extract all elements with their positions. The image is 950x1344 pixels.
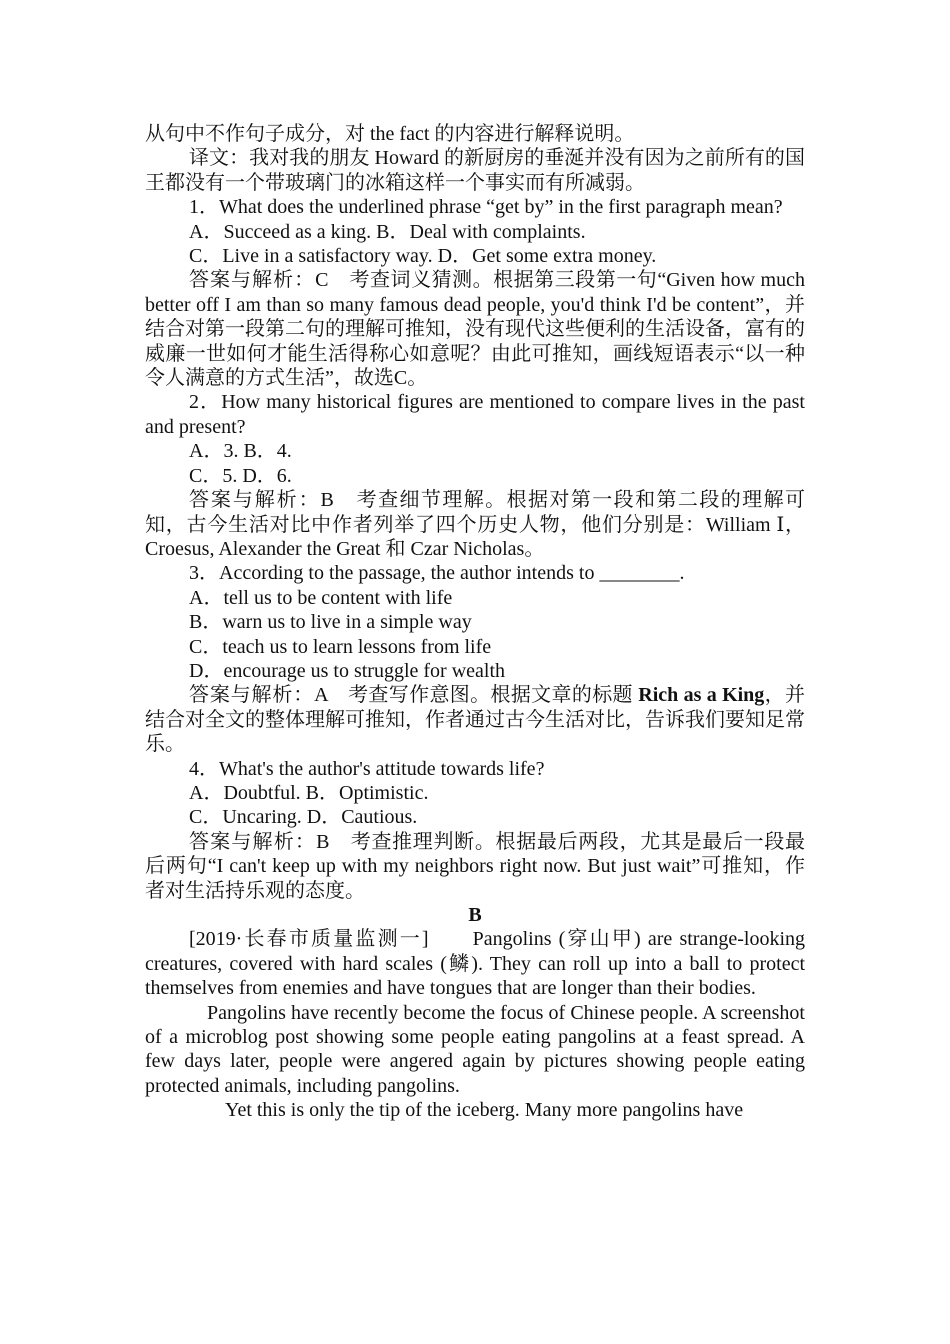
passage-paragraph-1: [145, 927, 805, 1000]
answer-2: [145, 488, 805, 561]
answer-label: 答案与解析：: [189, 489, 321, 512]
answer-label: 答案与解析：: [189, 830, 317, 853]
passage-paragraph-3: Yet this is only the tip of the iceberg. Many more pangolins have: [225, 1099, 744, 1122]
question-3-option-c: C．teach us to learn lessons from life: [189, 635, 492, 658]
passage-paragraph-2: Pangolins have recently become the focus of Chinese people. A screenshot of a microblog post showing some people eating pangolins at a feast spread. A few days later, people were angered again by pictures showing people eating protected animals, including pangolins.: [145, 1001, 805, 1097]
answer-1: [145, 268, 805, 390]
source-tag: [2019·长春市质量监测一]: [189, 928, 429, 951]
question-3: 3．According to the passage, the author intends to ________.: [189, 562, 685, 585]
passage-text: Pangolins (穿山甲) are strange-looking creatures, covered with hard scales (鳞). They can roll up into a ball to protect themselves from enemies and have tongues that are longer than their bodies.: [145, 928, 805, 1000]
question-3-option-d: D．encourage us to struggle for wealth: [189, 659, 506, 682]
question-3-option-b: B．warn us to live in a simple way: [189, 611, 472, 634]
question-4-options-ab: A．Doubtful. B．Optimistic.: [189, 781, 429, 804]
text-line: 从句中不作句子成分，对 the fact 的内容进行解释说明。: [145, 123, 635, 145]
answer-text: A 考查写作意图。根据文章的标题: [314, 684, 639, 707]
answer-text: B 考查细节理解。根据对第一段和第二段的理解可知，古今生活对比中作者列举了四个历史人物，他们分别是：William Ⅰ， Croesus, Alexander the Great 和 Czar Nicholas。: [145, 489, 805, 560]
question-2-options-cd: C．5. D．6.: [189, 464, 292, 487]
question-2-options-ab: A．3. B．4.: [189, 440, 292, 463]
question-1-options-ab: A．Succeed as a king. B．Deal with complaints.: [189, 220, 586, 243]
question-2: 2．How many historical figures are mentioned to compare lives in the past and present?: [145, 391, 805, 438]
answer-text: ，并结合对全文的整体理解可推知，作者通过古今生活对比，告诉我们要知足常乐。: [145, 684, 805, 756]
answer-label: 答案与解析：: [189, 269, 316, 292]
answer-label: 答案与解析：: [189, 684, 315, 707]
answer-3: [145, 683, 805, 756]
section-heading: B: [468, 904, 482, 926]
translation-paragraph: 译文：我对我的朋友 Howard 的新厨房的垂涎并没有因为之前所有的国王都没有一个带玻璃门的冰箱这样一个事实而有所减弱。: [145, 147, 805, 194]
question-4: 4．What's the author's attitude towards life?: [189, 757, 545, 780]
answer-text: C 考查词义猜测。根据第三段第一句“Given how much better off I am than so many famous dead people, you'd think I'd be content”，并结合对第一段第二句的理解可推知，没有现代这些便利的生活设备，富有的威廉一世如何才能生活得称心如意呢？由此可推知，画线短语表示“以一种令人满意的方式生活”，故选C。: [145, 269, 805, 390]
document-page: [145, 122, 805, 1123]
question-3-option-a: A．tell us to be content with life: [189, 586, 453, 609]
question-1: 1．What does the underlined phrase “get by” in the first paragraph mean?: [189, 196, 783, 219]
question-4-options-cd: C．Uncaring. D．Cautious.: [189, 806, 418, 829]
question-1-options-cd: C．Live in a satisfactory way. D．Get some extra money.: [189, 245, 657, 268]
answer-text: B 考查推理判断。根据最后两段，尤其是最后一段最后两句“I can't keep up with my neighbors right now. But just wait”可推知，作者对生活持乐观的态度。: [145, 830, 806, 902]
article-title: Rich as a King: [638, 684, 765, 707]
answer-4: [145, 830, 805, 903]
